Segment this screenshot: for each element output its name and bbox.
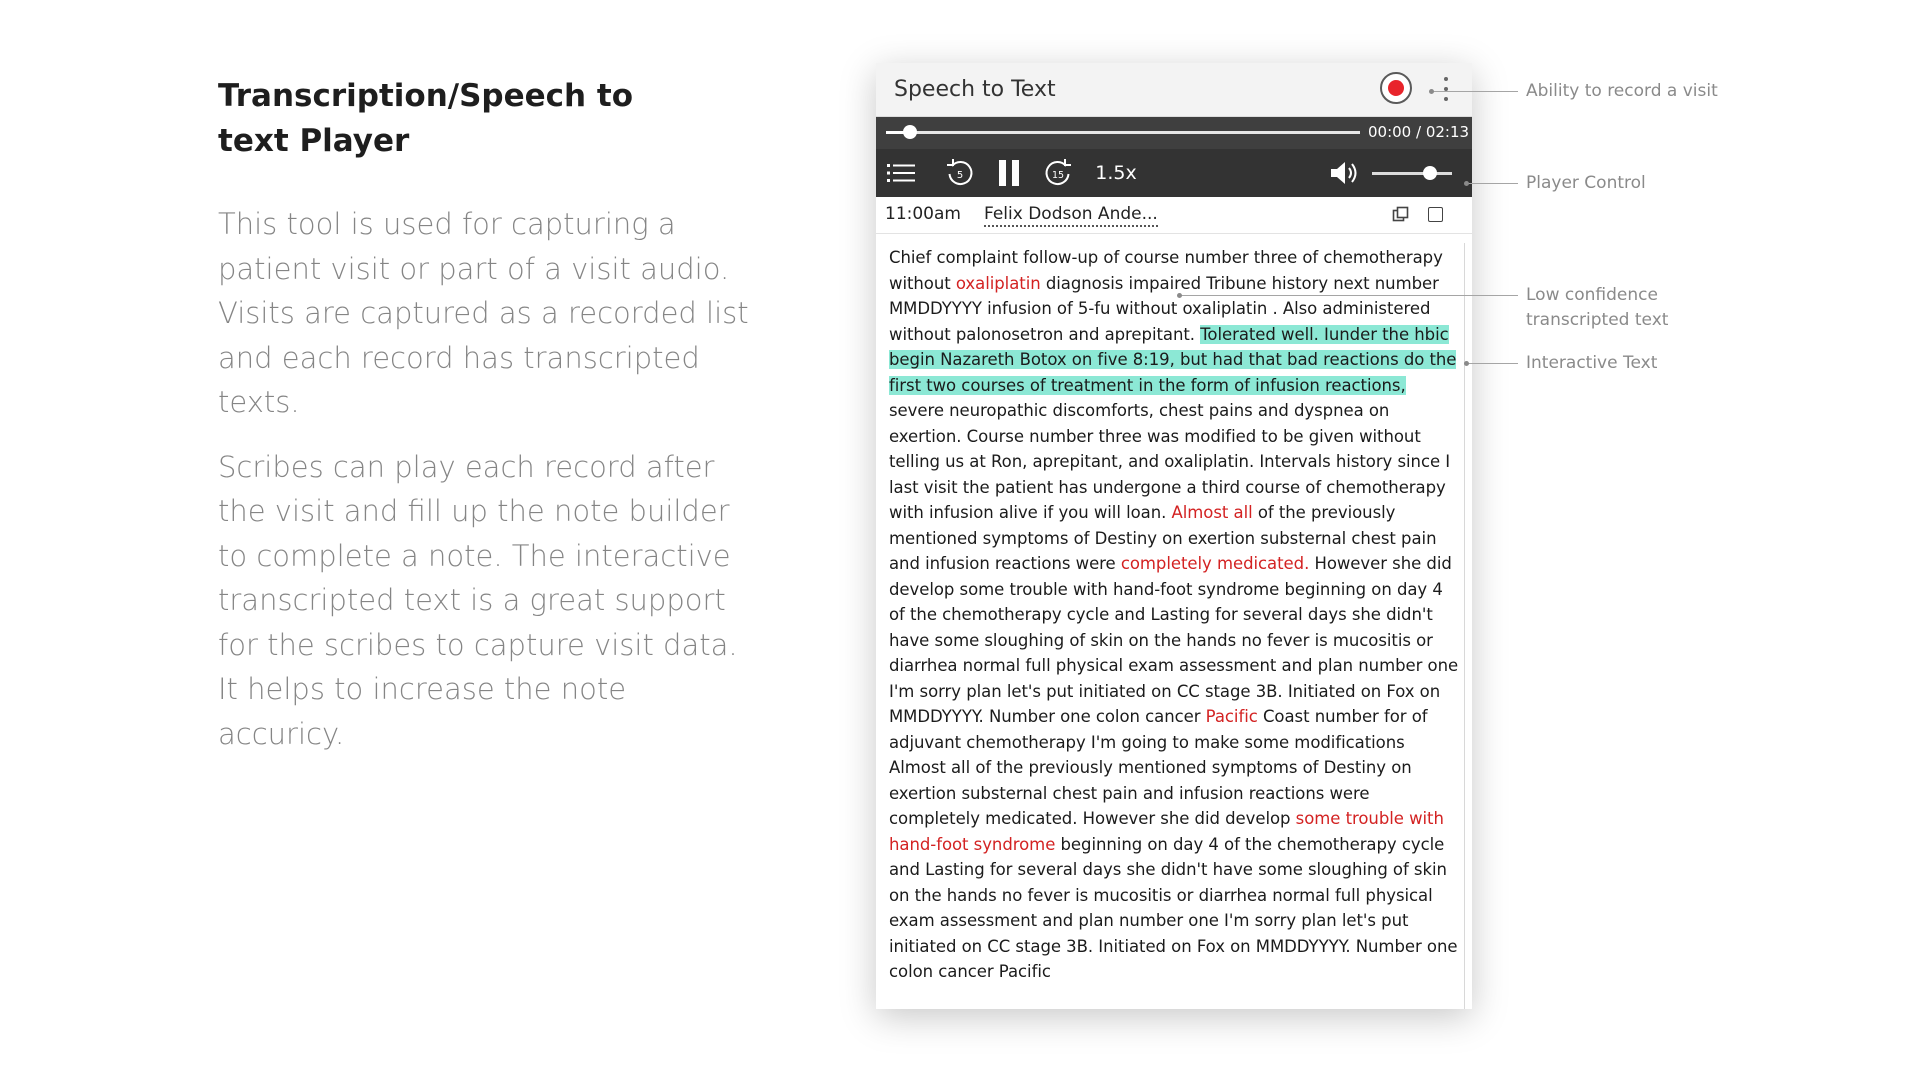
record-time: 11:00am (885, 204, 961, 224)
annotation-line-interactive (1466, 363, 1518, 364)
annotation-dot-player (1464, 181, 1469, 186)
transcript-segment: beginning on day 4 of the chemotherapy cycle and Lasting for several days she didn't have some sloughing of skin on the hands no fever is mucositis or diarrhea normal full physical exam assessment and plan number one I'm sorry plan let's put initiated on CC stage 3B. Initiated on Fox on MMDDYYYY. Number one colon cancer Pacific (889, 834, 1458, 981)
annotation-record: Ability to record a visit (1526, 81, 1718, 101)
transcript-segment: diagnosis impaired Tribune history next number MMDDYYYY infusion of 5-fu without oxaliplatin . Also administered without palonosetron and aprepitant. (889, 273, 1439, 344)
low-confidence-text[interactable]: Almost all (1171, 503, 1253, 522)
interactive-text-highlight[interactable]: Tolerated well. Iunder the hbic begin Nazareth Botox on five 8:19, but had that bad reactions do the first two courses of treatment in the form of infusion reactions, (889, 324, 1457, 395)
annotation-dot-interactive (1464, 361, 1469, 366)
time-readout: 00:00 / 02:13 (1368, 123, 1470, 141)
progress-row (876, 117, 1472, 149)
intro-section (218, 74, 758, 776)
record-name[interactable]: Felix Dodson Ande... (984, 204, 1158, 227)
record-button[interactable] (1380, 72, 1412, 104)
transcript-segment: severe neuropathic discomforts, chest pains and dyspnea on exertion. Course number three was modified to be given without telling us at Ron, aprepitant, and oxaliplatin. Intervals history since I last visit the patient has undergone a third course of chemotherapy with infusion alive if you will loan. (889, 401, 1451, 522)
speed-label: 1.5x (1095, 162, 1137, 184)
volume-icon[interactable] (1328, 149, 1362, 197)
volume-handle[interactable] (1423, 166, 1437, 180)
forward-seconds: 15 (1051, 170, 1065, 181)
playlist-icon[interactable] (886, 149, 916, 197)
checkbox-icon[interactable] (1428, 207, 1443, 222)
record-meta-row (876, 197, 1472, 234)
scrollbar[interactable] (1464, 243, 1465, 1009)
rewind-5-icon[interactable] (944, 149, 976, 197)
intro-paragraph-2: Scribes can play each record after the visit and fill up the note builder to complete a note. The interactive transcripted text is a great support for the scribes to capture visit data. It helps to increase the note accuricy. (218, 449, 738, 751)
intro-paragraph-1: This tool is used for capturing a patient visit or part of a visit audio. Visits are captured as a recorded list and each record has transcripted texts. (218, 207, 749, 419)
annotation-line-lowconf (1180, 295, 1518, 296)
controls-row (876, 149, 1472, 197)
annotation-interactive: Interactive Text (1526, 353, 1658, 373)
copy-icon[interactable] (1392, 206, 1410, 228)
low-confidence-text[interactable]: Pacific (1205, 707, 1258, 726)
speed-button[interactable] (1096, 149, 1136, 197)
annotation-dot-lowconf (1177, 293, 1182, 298)
rewind-seconds: 5 (956, 170, 964, 181)
annotation-line-player (1466, 183, 1518, 184)
more-vertical-icon[interactable] (1442, 77, 1450, 101)
transcript-segment: Chief complaint follow-up of course number three of chemotherapy without (889, 248, 1443, 293)
pause-icon (996, 158, 1022, 188)
transcript-text (876, 237, 1472, 1009)
record-icon (1388, 80, 1404, 96)
intro-title: Transcription/Speech to text Player (218, 78, 634, 159)
pause-button[interactable] (994, 149, 1024, 197)
panel-title: Speech to Text (894, 77, 1056, 102)
progress-slider[interactable] (886, 131, 1360, 134)
transcript-segment: Coast number for of adjuvant chemotherapy I'm going to make some modifications Almost all of the previously mentioned symptoms of Destiny on exertion substernal chest pain and infusion reactions were completely medicated. However she did develop (889, 707, 1428, 828)
annotation-line-record (1432, 91, 1518, 92)
transcript-segment: of the previously mentioned symptoms of Destiny on exertion substernal chest pain and infusion reactions were (889, 503, 1437, 573)
low-confidence-text[interactable]: oxaliplatin (955, 273, 1041, 293)
volume-slider[interactable] (1372, 172, 1452, 175)
transcript-segment: However she did develop some trouble with hand-foot syndrome beginning on day 4 of the chemotherapy cycle and Lasting for several days she didn't have some sloughing of skin on the hands no fever is mucositis or diarrhea normal full physical exam assessment and plan number one I'm sorry plan let's put initiated on CC stage 3B. Initiated on Fox on MMDDYYYY. Number one colon cancer (889, 554, 1459, 726)
annotation-dot-record (1429, 89, 1434, 94)
annotation-low-confidence: Low confidence transcripted text (1526, 285, 1669, 330)
low-confidence-text[interactable]: some trouble with hand-foot syndrome (889, 809, 1444, 854)
low-confidence-text[interactable]: completely medicated. (1120, 554, 1310, 573)
forward-15-icon[interactable] (1042, 149, 1074, 197)
speech-to-text-panel (876, 63, 1472, 1009)
panel-header (876, 63, 1472, 117)
progress-handle[interactable] (903, 125, 917, 139)
annotation-player-control: Player Control (1526, 173, 1646, 193)
